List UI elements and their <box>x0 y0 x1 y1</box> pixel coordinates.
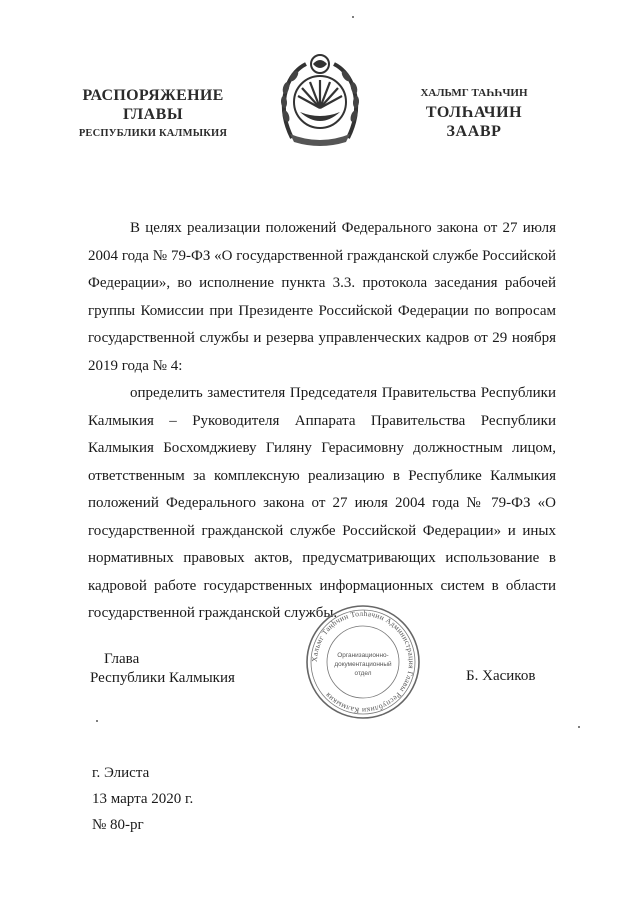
body-paragraph-decision: определить заместителя Председателя Правительства Республики Калмыкия – Руководителя Аппарата Правительства Республики Калмыкия Босхомджиеву Гиляну Герасимовну должностным лицом, ответственным за комплексную реализацию в Республике Калмыкия положений Федерального закона от 27 июля 2004 года № 79-ФЗ «О государственной гражданской службе Российской Федерации» и иных нормативных правовых актов, предусматривающих использование в кадровой работе государственных информационных систем в области государственной гражданской службы. <box>88 385 556 621</box>
signatory-title <box>90 650 250 688</box>
scan-speck <box>96 720 98 722</box>
footer-date: 13 марта 2020 г. <box>92 791 194 807</box>
body-paragraph-preamble: В целях реализации положений Федерального закона от 27 июля 2004 года № 79-ФЗ «О государственной гражданской службе Российской Федерации», во исполнение пункта 3.3. протокола заседания рабочей группы Комиссии при Президенте Российской Федерации по вопросам государственной службы и резерва управленческих кадров от 29 ноября 2019 года № 4: <box>88 220 556 374</box>
header-left <box>64 86 242 143</box>
signatory-name: Б. Хасиков <box>466 668 536 684</box>
signatory-title-line2: Республики Калмыкия <box>90 670 235 686</box>
header-right-subtitle: ЗААВР <box>446 123 502 140</box>
stamp-center-line2: документационный <box>334 661 392 668</box>
signatory-title-line1: Глава <box>104 651 140 667</box>
stamp-ring-text: Хальмг Таңһчин Толһачин Администрация Главы Республики Калмыкия <box>309 608 417 716</box>
header-left-title: РАСПОРЯЖЕНИЕ <box>82 87 224 104</box>
document-footer <box>92 760 193 838</box>
header-left-subtitle: ГЛАВЫ <box>122 106 184 123</box>
header-right <box>404 84 544 141</box>
official-stamp <box>303 602 423 722</box>
scan-speck <box>578 726 580 728</box>
document-body <box>88 215 556 628</box>
header-left-region: РЕСПУБЛИКИ КАЛМЫКИЯ <box>78 128 228 139</box>
stamp-center-line1: Организационно- <box>337 652 389 659</box>
header-right-region: ХАЛЬМГ ТАҺҺЧИН <box>420 87 528 99</box>
coat-of-arms-icon <box>272 50 368 150</box>
scan-speck <box>352 16 354 18</box>
stamp-center-line3: отдел <box>354 670 372 677</box>
header-right-title: ТОЛҺАЧИН <box>425 104 523 121</box>
footer-number: № 80-рг <box>92 817 144 833</box>
footer-city: г. Элиста <box>92 765 150 781</box>
